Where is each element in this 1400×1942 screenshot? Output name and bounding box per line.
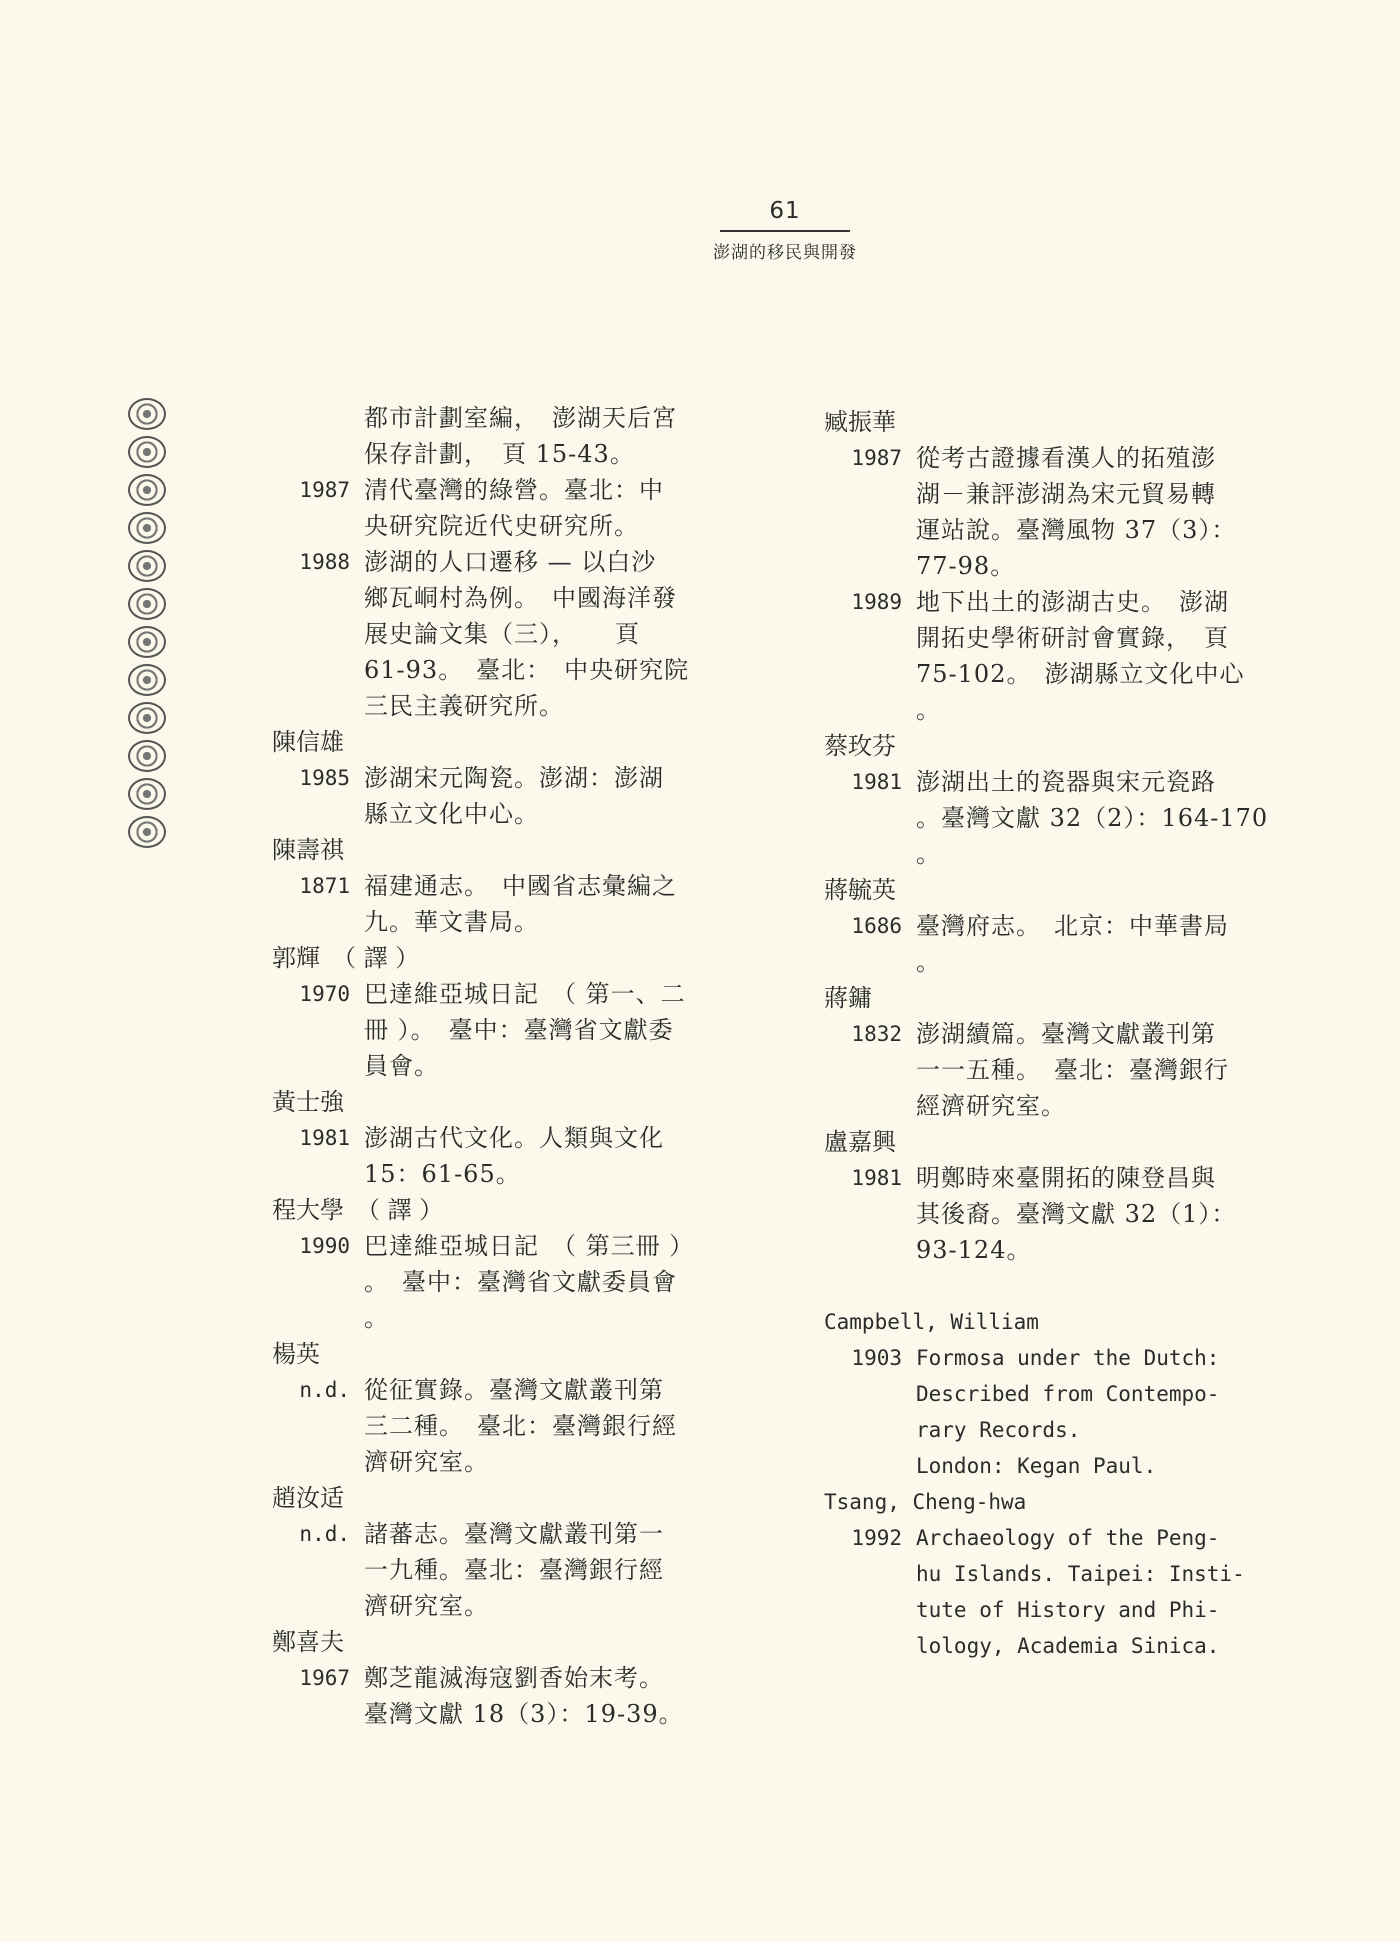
bibliography-entry <box>824 764 1274 872</box>
ornament-icon <box>128 512 166 544</box>
bibliography-entry <box>272 544 727 724</box>
ornament-icon <box>128 702 166 734</box>
entry-year: 1987 <box>299 478 350 502</box>
entry-text: 澎湖出土的瓷器與宋元瓷路 。臺灣文獻 32（2）：164-170 。 <box>916 768 1269 868</box>
author-name: 蔣鏞 <box>824 984 872 1012</box>
bibliography-entry <box>272 976 727 1084</box>
entry-text: 明鄭時來臺開拓的陳登昌與 其後裔。臺灣文獻 32（1）： 93-124。 <box>916 1164 1237 1264</box>
author-name: Campbell, William <box>824 1310 1039 1334</box>
section-gap <box>824 1268 1274 1304</box>
author-name: Tsang, Cheng-hwa <box>824 1490 1027 1514</box>
entry-text: 從征實錄。臺灣文獻叢刊第 三二種。 臺北：臺灣銀行經 濟研究室。 <box>364 1376 677 1476</box>
ornament-icon <box>128 550 166 582</box>
author-name: 蔣毓英 <box>824 876 896 904</box>
entry-text: 臺灣府志。 北京：中華書局 。 <box>916 912 1229 976</box>
entry-year: 1970 <box>299 982 350 1006</box>
entry-year: 1989 <box>851 590 902 614</box>
ornament-icon <box>128 664 166 696</box>
entry-year: 1990 <box>299 1234 350 1258</box>
entry-text: 清代臺灣的綠營。臺北：中 央研究院近代史研究所。 <box>364 476 664 540</box>
entry-year: 1903 <box>851 1346 902 1370</box>
author-name: 陳壽祺 <box>272 836 344 864</box>
entry-text: 都市計劃室編， 澎湖天后宮 保存計劃， 頁 15-43。 <box>364 404 677 468</box>
ornament-icon <box>128 398 166 430</box>
ornament-icon <box>128 816 166 848</box>
entry-text: 地下出土的澎湖古史。 澎湖 開拓史學術研討會實錄， 頁 75-102。 澎湖縣立文化中心 。 <box>916 588 1245 724</box>
entry-text: 巴達維亞城日記 （ 第一、二 冊 ）。 臺中：臺灣省文獻委 員會。 <box>364 980 686 1080</box>
bibliography-entry <box>824 1016 1274 1124</box>
entry-year: 1981 <box>299 1126 350 1150</box>
bibliography-entry <box>272 1372 727 1480</box>
author-name: 黃士強 <box>272 1088 344 1116</box>
bibliography-entry <box>272 868 727 940</box>
author-name: 郭輝 （ 譯 ） <box>272 944 420 972</box>
bibliography-entry <box>272 472 727 544</box>
bibliography-entry <box>824 1520 1274 1664</box>
author-name: 程大學 （ 譯 ） <box>272 1196 444 1224</box>
entry-text: 巴達維亞城日記 （ 第三冊 ） 。 臺中：臺灣省文獻委員會 。 <box>364 1232 695 1332</box>
entry-text: Formosa under the Dutch: Described from Contempo- rary Records. London: Kegan Paul. <box>916 1346 1220 1478</box>
author-name: 趙汝适 <box>272 1484 344 1512</box>
entry-year: 1981 <box>851 1166 902 1190</box>
entry-year: 1985 <box>299 766 350 790</box>
page-number: 61 <box>769 198 801 224</box>
entry-year: 1871 <box>299 874 350 898</box>
ornament-icon <box>128 588 166 620</box>
bibliography-entry <box>272 1120 727 1192</box>
author-name: 盧嘉興 <box>824 1128 896 1156</box>
entry-text: 諸蕃志。臺灣文獻叢刊第一 一九種。臺北：臺灣銀行經 濟研究室。 <box>364 1520 664 1620</box>
entry-year: n.d. <box>299 1378 350 1402</box>
bibliography-entry <box>272 760 727 832</box>
entry-year: 1987 <box>851 446 902 470</box>
entry-text: 澎湖續篇。臺灣文獻叢刊第 一一五種。 臺北：臺灣銀行 經濟研究室。 <box>916 1020 1229 1120</box>
entry-year: 1981 <box>851 770 902 794</box>
entry-year: 1832 <box>851 1022 902 1046</box>
entry-text: 澎湖宋元陶瓷。澎湖：澎湖 縣立文化中心。 <box>364 764 664 828</box>
entry-year: 1967 <box>299 1666 350 1690</box>
bibliography-entry <box>272 400 727 472</box>
entry-text: 澎湖的人口遷移 — 以白沙 鄉瓦峒村為例。 中國海洋發 展史論文集（三）， 頁 61-93。 臺北： 中央研究院 三民主義研究所。 <box>364 548 690 720</box>
entry-text: 福建通志。 中國省志彙編之 九。華文書局。 <box>364 872 677 936</box>
bibliography-entry <box>272 1516 727 1624</box>
entry-year: n.d. <box>299 1522 350 1546</box>
entry-text: Archaeology of the Peng- hu Islands. Taipei: Insti- tute of History and Phi- lology, Academia Sinica. <box>916 1526 1245 1658</box>
ornament-icon <box>128 436 166 468</box>
author-name: 蔡玫芬 <box>824 732 896 760</box>
author-name: 鄭喜夫 <box>272 1628 344 1656</box>
ornament-icon <box>128 474 166 506</box>
header-rule <box>720 230 850 232</box>
ornament-icon <box>128 740 166 772</box>
decorative-margin-ornaments <box>128 398 168 854</box>
bibliography-entry <box>272 1660 727 1732</box>
entry-text: 鄭芝龍滅海寇劉香始末考。 臺灣文獻 18（3）：19-39。 <box>364 1664 684 1728</box>
bibliography-entry <box>824 440 1274 584</box>
ornament-icon <box>128 626 166 658</box>
author-name: 陳信雄 <box>272 728 344 756</box>
bibliography-entry <box>824 584 1274 728</box>
entry-year: 1686 <box>851 914 902 938</box>
author-name: 楊英 <box>272 1340 320 1368</box>
entry-year: 1988 <box>299 550 350 574</box>
bibliography-entry <box>272 1228 727 1336</box>
bibliography-entry <box>824 1340 1274 1484</box>
bibliography-left-column <box>272 400 727 1732</box>
bibliography-right-column <box>824 404 1274 1664</box>
entry-text: 從考古證據看漢人的拓殖澎 湖－兼評澎湖為宋元貿易轉 運站說。臺灣風物 37（3）： 77-98。 <box>916 444 1237 580</box>
bibliography-entry <box>824 908 1274 980</box>
page-header <box>690 198 880 263</box>
entry-text: 澎湖古代文化。人類與文化 15：61-65。 <box>364 1124 664 1188</box>
entry-year: 1992 <box>851 1526 902 1550</box>
entry-year <box>272 400 364 472</box>
bibliography-entry <box>824 1160 1274 1268</box>
author-name: 臧振華 <box>824 408 896 436</box>
running-title: 澎湖的移民與開發 <box>713 243 857 263</box>
ornament-icon <box>128 778 166 810</box>
